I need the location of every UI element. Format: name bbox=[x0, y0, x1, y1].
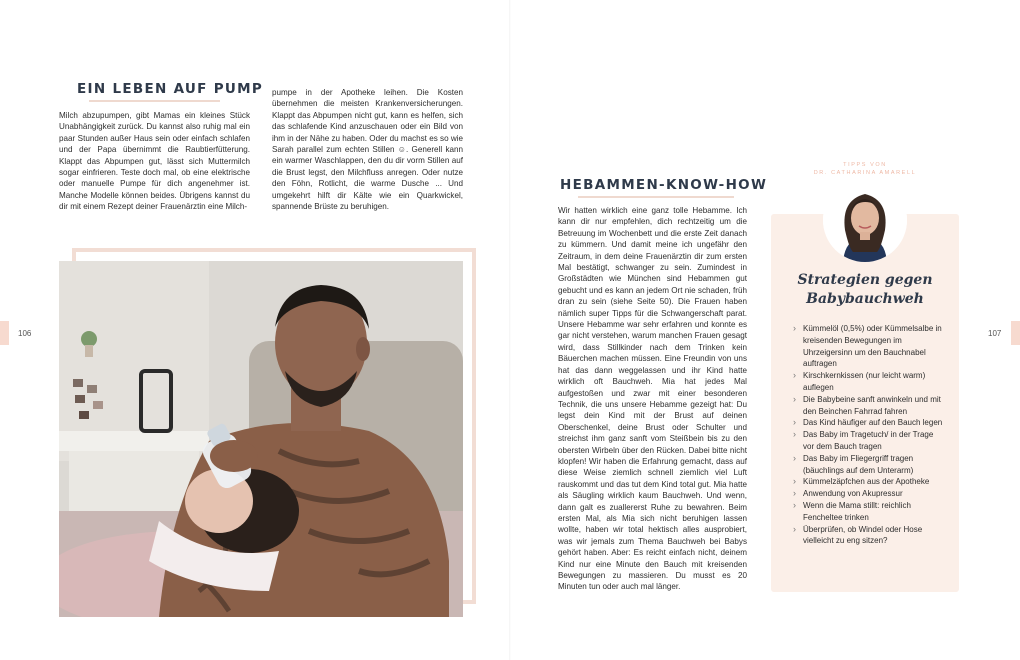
tips-title-line2: Babybauchweh bbox=[806, 291, 924, 307]
father-feeding-baby-photo bbox=[59, 261, 463, 617]
section-heading-pump: EIN LEBEN AUF PUMP bbox=[77, 81, 264, 97]
tips-label: TIPPS VON bbox=[843, 162, 887, 168]
book-gutter bbox=[509, 0, 511, 660]
left-column-text: Milch abzupumpen, gibt Mamas ein kleines Stück Unabhängigkeit zurück. Du kannst also ruhig mal ein paar Stunden außer Haus sein oder einfach schlafen und der Papa übernimmt die Raubtierfütterung. Klappt das Abpumpen gut, lässt sich Muttermilch sogar einfrieren. Teste doch mal, ob eine elektrische oder manuelle Pumpe für dich angenehmer ist. Manche Modelle können beides. Übrigens kannst du dir mit einem Rezept deiner Frauenärztin eine Milch- bbox=[59, 111, 250, 212]
page-number-left: 106 bbox=[18, 329, 32, 338]
heading-underline bbox=[578, 196, 734, 198]
page-edge-tab-left bbox=[0, 321, 9, 345]
page-number-right: 107 bbox=[988, 329, 1002, 338]
tip-item: › Kirschkernkissen (nur leicht warm) auflegen bbox=[793, 370, 943, 394]
tip-item: › Das Baby im Fliegergriff tragen (bäuchlings auf dem Unterarm) bbox=[793, 453, 943, 477]
tips-author: DR. CATHARINA AMARELL bbox=[813, 170, 917, 176]
tip-item: › Kümmelöl (0,5%) oder Kümmelsalbe in kreisenden Bewegungen im Uhrzeigersinn um den Bauchnabel auftragen bbox=[793, 323, 943, 370]
page-edge-tab-right bbox=[1011, 321, 1020, 345]
author-portrait bbox=[823, 178, 907, 262]
tip-item: › Das Kind häufiger auf den Bauch legen bbox=[793, 417, 943, 429]
tips-list bbox=[793, 323, 943, 547]
tip-item: › Die Babybeine sanft anwinkeln und mit den Beinchen Fahrrad fahren bbox=[793, 394, 943, 418]
tip-item: › Überprüfen, ob Windel oder Hose vielleicht zu eng sitzen? bbox=[793, 524, 943, 548]
tip-item: › Kümmelzäpfchen aus der Apotheke bbox=[793, 476, 943, 488]
section-heading-hebammen: HEBAMMEN-KNOW-HOW bbox=[560, 177, 768, 193]
heading-underline bbox=[89, 100, 220, 102]
tips-title-line1: Strategien gegen bbox=[797, 272, 933, 288]
right-column-text: pumpe in der Apotheke leihen. Die Kosten übernehmen die meisten Krankenversicherungen. Klappt das Abpumpen nicht gut, kann es helfen, sich das schlafende Kind anzuschauen oder ein Bild von ihm in der Nähe zu haben. Oder du machst es so wie Sarah parallel zum echten Stillen ☺. Generell kann ein warmer Waschlappen, den du dir vorm Stillen auf die Brust legst, den Milchfluss anregen. Oder nutze den Föhn, Rotlicht, die warme Dusche ... Und umgekehrt hilft dir Kälte wie ein Quarkwickel, spannende Brüste zu beruhigen. bbox=[272, 88, 463, 212]
hebammen-body-text: Wir hatten wirklich eine ganz tolle Hebamme. Ich kann dir nur empfehlen, dich rechtzeitig um die Betreuung im Wochenbett und die erste Zeit danach zu kümmern. Und damit meine ich ungefähr den Zeitraum, in dem deine Frauenärztin dir zum ersten Mal bestätigt, schwanger zu sein. Zumindest in Großstädten wie München sind Hebammen gut gebucht und es kann an jedem Ort nie schaden, früh dran zu sein (siehe Seite 50). Die Frauen haben nämlich super Tipps für die Schwangerschaft parat. Unsere Hebamme war sehr erfahren und konnte es gar nicht verstehen, warum manchen Frauen gesagt wird, dass Stillkinder nach dem Trinken kein Bäuerchen machen müssen. Eine Freundin von uns hat das dann weggelassen und ihr Kind hatte wirklich oft Bauchweh. Mia hat jedes Mal aufgestoßen und zwar mit einer besonderen Technik, die uns unsere Hebamme gezeigt hat: Du legst dein Kind mit der Brust auf deinen Oberschenkel, deine Brust oder Schulter und streichst ihm ganz sanft vom Steißbein bis zu den obersten Wirbeln über den Rücken. Dabei bitte nicht klopfen! Wir haben die Erfahrung gemacht, dass auf diese Weise ziemlich schnell ziemlich viel Luft rauskommt und das tut dem Kind total gut. Mia hatte als Säugling wirklich kaum Bauchweh. Und wenn, dann galt es zuallererst Ruhe zu bewahren. Beim ersten Mal, als Mia sich nicht beruhigen lassen wollte, haben wir total hektisch alles ausprobiert, was wir jemals zum Thema Bauchweh bei Babys gehört haben. Aber: Es reicht einfach nicht, deinem Kind nur eine Minute den Bauch mit kreisenden Bewegungen zu massieren. Du musst es 20 Minuten tun oder auch mal länger. bbox=[558, 206, 747, 592]
tip-item: › Wenn die Mama stillt: reichlich Fencheltee trinken bbox=[793, 500, 943, 524]
tip-item: › Das Baby im Tragetuch/ in der Trage vor dem Bauch tragen bbox=[793, 429, 943, 453]
tip-item: › Anwendung von Akupressur bbox=[793, 488, 943, 500]
